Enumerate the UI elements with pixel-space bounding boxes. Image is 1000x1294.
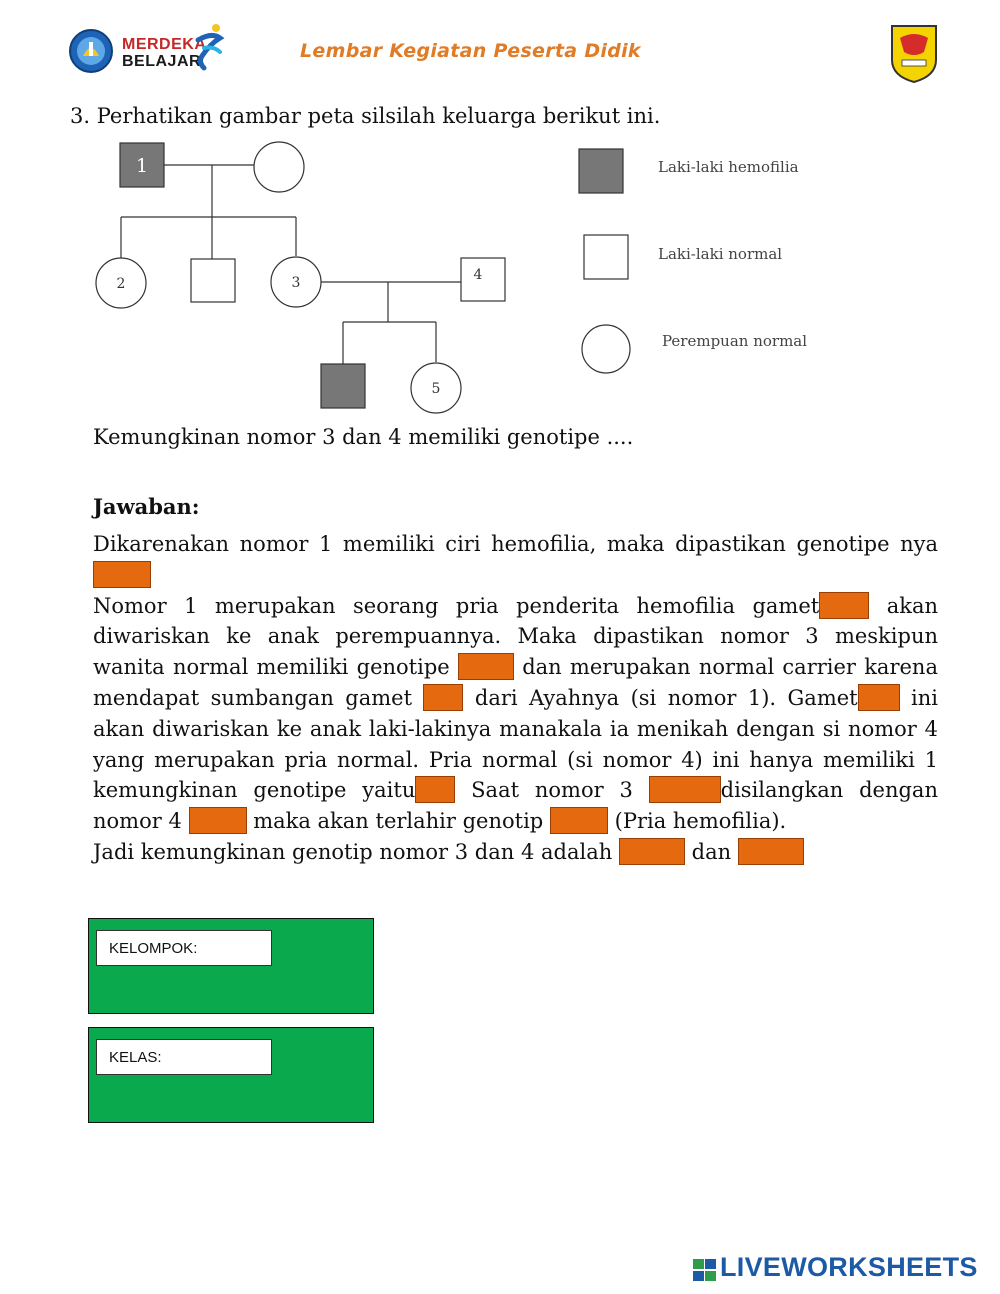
page-title: Lembar Kegiatan Peserta Didik bbox=[300, 40, 641, 62]
answer-paragraph bbox=[93, 529, 938, 868]
blank-offspring-genotype[interactable] bbox=[550, 807, 608, 834]
affected-son bbox=[321, 364, 365, 408]
member-3-label: 3 bbox=[291, 275, 301, 291]
blank-final-genotype-4[interactable] bbox=[738, 838, 804, 865]
member-4 bbox=[461, 258, 505, 301]
member-3 bbox=[271, 257, 321, 307]
legend-normal-male-symbol bbox=[584, 235, 628, 279]
answer-text-s2f: Saat nomor 3 bbox=[471, 778, 633, 803]
member-1 bbox=[120, 143, 164, 187]
answer-sentence-1 bbox=[93, 529, 938, 591]
blank-gamet-member-1[interactable] bbox=[819, 592, 869, 619]
blank-genotype-member-4[interactable] bbox=[415, 776, 455, 803]
legend-affected-male-symbol bbox=[579, 149, 623, 193]
answer-text-s2g: disilangkan dengan nomor 4 bbox=[93, 778, 938, 834]
legend-normal-female-label: Perempuan normal bbox=[662, 332, 808, 350]
blank-cross-member-3[interactable] bbox=[649, 776, 721, 803]
question-text: Perhatikan gambar peta silsilah keluarga berikut ini. bbox=[96, 104, 661, 128]
legend-normal-female-symbol bbox=[582, 325, 630, 373]
member-5-label: 5 bbox=[431, 381, 441, 397]
answer-text-s2c: dan merupakan normal carrier karena mendapat sumbangan gamet bbox=[93, 655, 938, 710]
liveworksheets-brand: LIVEWORKSHEETS bbox=[720, 1252, 978, 1282]
answer-text-s2e: ini akan diwariskan ke anak laki-lakinya manakala ia menikah dengan si nomor 4 yang merupakan pria normal. Pria normal (si nomor 4) ini hanya memiliki 1 kemungkinan genotipe yaitu bbox=[93, 685, 939, 803]
liveworksheets-mark-icon bbox=[692, 1257, 718, 1283]
blank-gamet-inherited[interactable] bbox=[858, 684, 900, 711]
merdeka-belajar-figure-icon bbox=[190, 22, 226, 72]
question-prompt: Kemungkinan nomor 3 dan 4 memiliki genotipe .... bbox=[93, 425, 634, 449]
answer-text-s3a: Jadi kemungkinan genotip nomor 3 dan 4 adalah bbox=[93, 839, 613, 864]
answer-text-s2b: akan diwariskan ke anak perempuannya. Maka dipastikan nomor 3 meskipun wanita normal memiliki genotipe bbox=[93, 593, 938, 680]
question-number: 3. bbox=[70, 104, 91, 128]
answer-text-s3b: dan bbox=[691, 839, 732, 864]
member-2-label: 2 bbox=[116, 276, 126, 292]
blank-gamet-from-father[interactable] bbox=[423, 684, 463, 711]
blank-final-genotype-3[interactable] bbox=[619, 838, 685, 865]
brand-line-1: MERDEKA bbox=[122, 36, 207, 53]
member-1-spouse bbox=[254, 142, 304, 192]
group-label-field[interactable]: KELOMPOK: bbox=[96, 930, 272, 966]
question-line bbox=[70, 104, 930, 128]
pedigree-chart bbox=[90, 138, 810, 420]
legend-normal-male-label: Laki-laki normal bbox=[658, 245, 783, 263]
member-1-label: 1 bbox=[135, 155, 149, 177]
blank-genotype-member-1[interactable] bbox=[93, 561, 151, 588]
brand-line-2: BELAJAR bbox=[122, 53, 202, 70]
answer-sentence-3 bbox=[93, 837, 938, 868]
legend-affected-male-label: Laki-laki hemofilia bbox=[658, 158, 799, 176]
member-4-label: 4 bbox=[473, 267, 483, 283]
answer-text-s2h: maka akan terlahir genotip bbox=[253, 809, 544, 834]
school-crest-icon bbox=[888, 22, 940, 84]
blank-genotype-member-3[interactable] bbox=[458, 653, 514, 680]
blank-cross-member-4[interactable] bbox=[189, 807, 247, 834]
answer-text-s2d: dari Ayahnya (si nomor 1). Gamet bbox=[474, 685, 858, 710]
answer-sentence-2 bbox=[93, 591, 938, 837]
class-label-field[interactable]: KELAS: bbox=[96, 1039, 272, 1075]
answer-text-s2a: Nomor 1 merupakan seorang pria penderita hemofilia gamet bbox=[93, 593, 820, 618]
answer-text-s2i: (Pria hemofilia). bbox=[614, 809, 787, 834]
answer-heading: Jawaban: bbox=[93, 494, 200, 519]
tut-wuri-handayani-logo bbox=[68, 28, 114, 74]
sibling-male bbox=[191, 259, 235, 302]
member-2 bbox=[96, 258, 146, 308]
answer-text-s1: Dikarenakan nomor 1 memiliki ciri hemofilia, maka dipastikan genotipe nya bbox=[93, 532, 938, 556]
member-5 bbox=[411, 363, 461, 413]
